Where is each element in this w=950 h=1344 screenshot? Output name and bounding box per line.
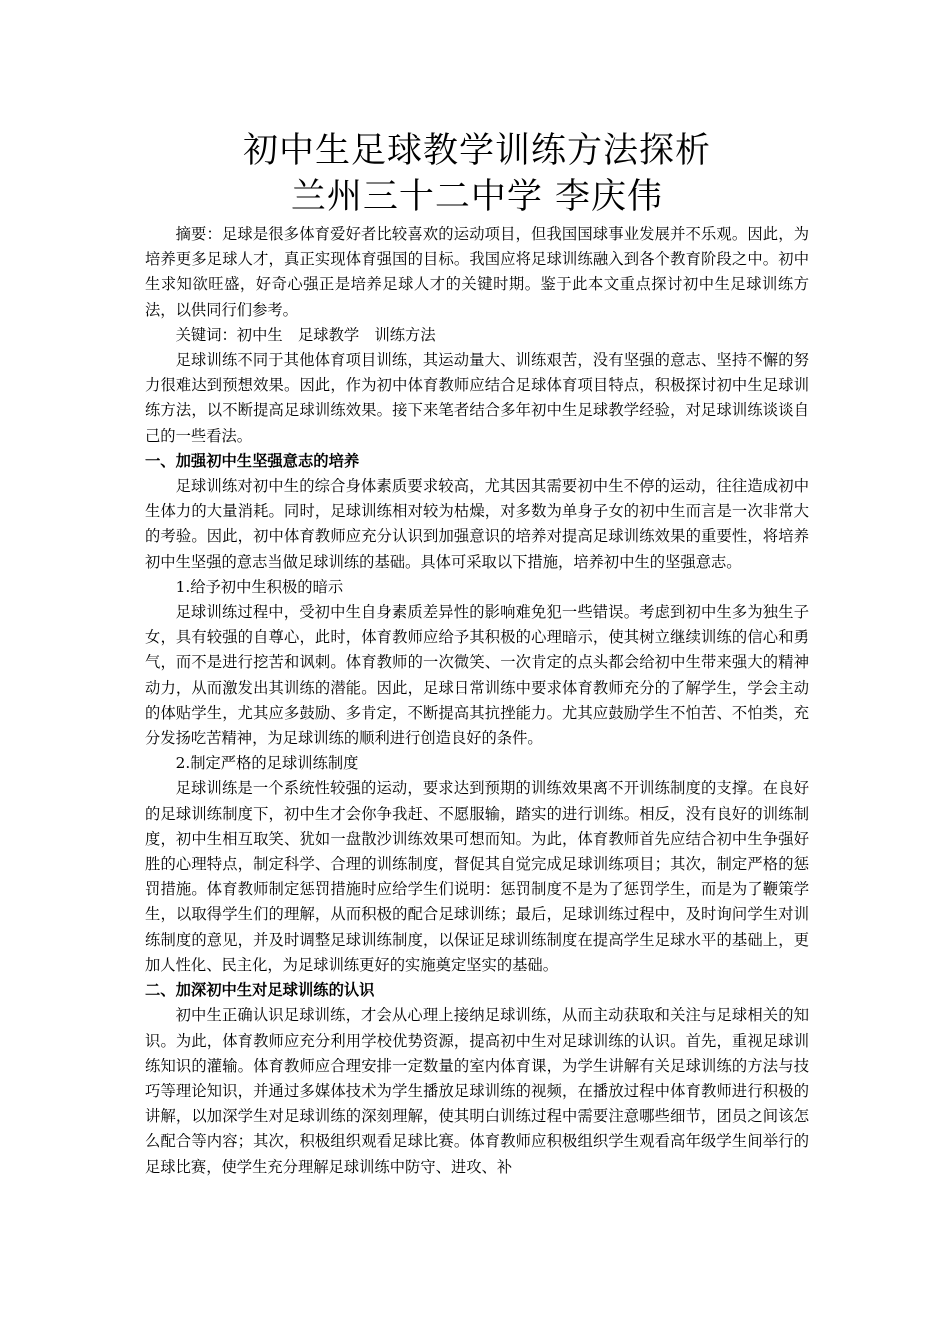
section-2-paragraph: 初中生正确认识足球训练，才会从心理上接纳足球训练，从而主动获取和关注与足球相关的知识。为此，体育教师应充分利用学校优势资源，提高初中生对足球训练的认识。首先，重视足球训练知识的灌输。体育教师应合理安排一定数量的室内体育课，为学生讲解有关足球训练的方法与技巧等理论知识，并通过多媒体技术为学生播放足球训练的视频，在播放过程中体育教师进行积极的讲解，以加深学生对足球训练的深刻理解，使其明白训练过程中需要注意哪些细节，团员之间该怎么配合等内容；其次，积极组织观看足球比赛。体育教师应积极组织学生观看高年级学生间举行的足球比赛，使学生充分理解足球训练中防守、进攻、补: [145, 1006, 809, 1176]
keywords-line: 关键词：初中生 足球教学 训练方法: [175, 325, 436, 344]
intro-paragraph: 足球训练不同于其他体育项目训练，其运动量大、训练艰苦，没有坚强的意志、坚持不懈的努力很难达到预想效果。因此，作为初中体育教师应结合足球体育项目特点，积极探讨初中生足球训练方法，以不断提高足球训练效果。接下来笔者结合多年初中生足球教学经验，对足球训练谈谈自己的一些看法。: [145, 351, 809, 445]
subsection-1-2-paragraph: 足球训练是一个系统性较强的运动，要求达到预期的训练效果离不开训练制度的支撑。在良好的足球训练制度下，初中生才会你争我赶、不愿服输，踏实的进行训练。相反，没有良好的训练制度，初中生相互取笑、犹如一盘散沙训练效果可想而知。为此，体育教师首先应结合初中生争强好胜的心理特点，制定科学、合理的训练制度，督促其自觉完成足球训练项目；其次，制定严格的惩罚措施。体育教师制定惩罚措施时应给学生们说明：惩罚制度不是为了惩罚学生，而是为了鞭策学生，以取得学生们的理解，从而积极的配合足球训练；最后，足球训练过程中，及时询问学生对训练制度的意见，并及时调整足球训练制度，以保证足球训练制度在提高学生足球水平的基础上，更加人性化、民主化，为足球训练更好的实施奠定坚实的基础。: [145, 779, 809, 974]
section-heading-2: 二、加深初中生对足球训练的认识: [145, 981, 375, 1000]
subsection-heading-1-1: 1.给予初中生积极的暗示: [175, 577, 344, 596]
section-heading-1: 一、加强初中生坚强意志的培养: [145, 451, 360, 470]
author-line: 兰州三十二中学 李庆伟: [290, 177, 664, 217]
subsection-heading-1-2: 2.制定严格的足球训练制度: [175, 754, 359, 773]
document-page: [145, 128, 809, 1180]
document-title: 初中生足球教学训练方法探析: [242, 131, 711, 171]
abstract-paragraph: 摘要：足球是很多体育爱好者比较喜欢的运动项目，但我国国球事业发展并不乐观。因此，为培养更多足球人才，真正实现体育强国的目标。我国应将足球训练融入到各个教育阶段之中。初中生求知欲旺盛，好奇心强正是培养足球人才的关键时期。鉴于此本文重点探讨初中生足球训练方法，以供同行们参考。: [145, 225, 809, 319]
section-1-paragraph: 足球训练对初中生的综合身体素质要求较高，尤其因其需要初中生不停的运动，往往造成初中生体力的大量消耗。同时，足球训练相对较为枯燥，对多数为单身子女的初中生而言是一次非常大的考验。因此，初中体育教师应充分认识到加强意识的培养对提高足球训练效果的重要性，将培养初中生坚强的意志当做足球训练的基础。具体可采取以下措施，培养初中生的坚强意志。: [145, 477, 809, 571]
subsection-1-1-paragraph: 足球训练过程中，受初中生自身素质差异性的影响难免犯一些错误。考虑到初中生多为独生子女，具有较强的自尊心，此时，体育教师应给予其积极的心理暗示，使其树立继续训练的信心和勇气，而不是进行挖苦和讽刺。体育教师的一次微笑、一次肯定的点头都会给初中生带来强大的精神动力，从而激发出其训练的潜能。因此，足球日常训练中要求体育教师充分的了解学生，学会主动的体贴学生，尤其应多鼓励、多肯定，不断提高其抗挫能力。尤其应鼓励学生不怕苦、不怕类，充分发扬吃苦精神，为足球训练的顺利进行创造良好的条件。: [145, 603, 809, 748]
